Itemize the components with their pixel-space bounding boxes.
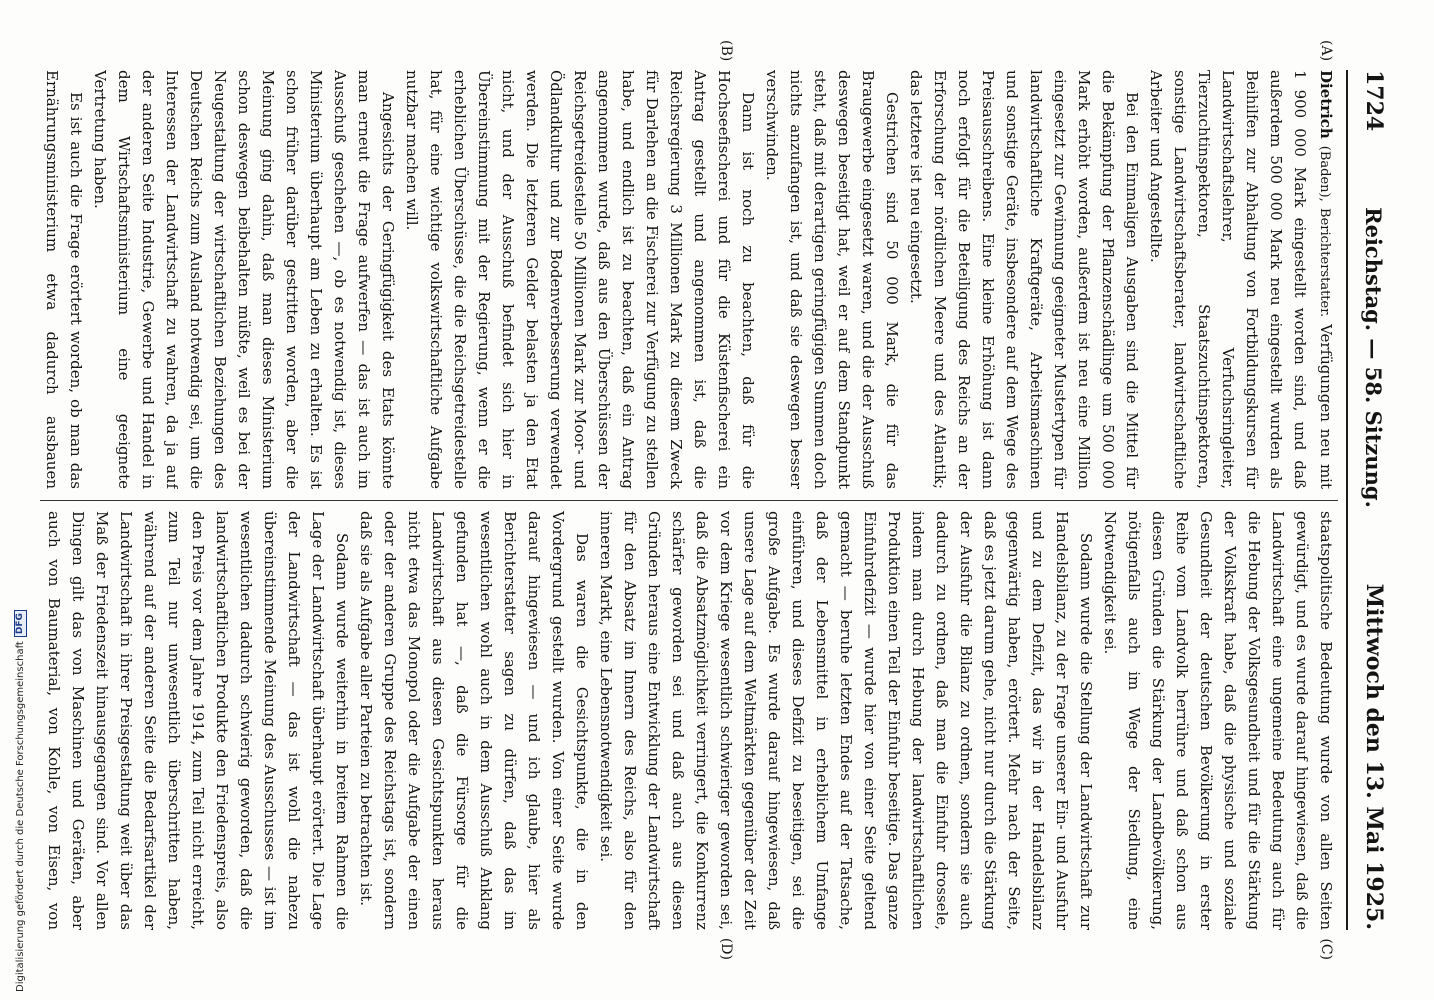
speaker-paragraph (1144, 70, 1338, 489)
margin-marker-a: (A) (1318, 40, 1334, 62)
right-column (40, 511, 1338, 930)
paragraph: Es ist auch die Frage erörtert worden, ob man das Ernährungsministerium etwa dadurch ausbauen (43, 70, 85, 489)
margin-marker-c: (C) (1318, 938, 1334, 960)
credit-text: Digitalisierung gefördert durch die Deutsche Forschungsgemeinschaft (15, 641, 26, 992)
paragraph-text: Verfügungen neu mit 1 900 000 Mark eingestellt worden sind, und daß außerdem 500 000 Mark neu eingestellt wurden als Beihilfen zur Abhaltung von Fortbildungskursen für Landwirtschaftslehrer, Verfuchsringleiter, Tierzuchtinspektoren, Staatszuchtinspektoren, sonstige Landwirtschaftsberater, landwirtschaftliche Arbeiter und Angestellte. (1147, 70, 1335, 489)
paragraph: Sodann wurde weiterhin in breitem Rahmen die Lage der Landwirtschaft überhaupt erörtert. Die Lage der Landwirtschaft — das ist wohl die nahezu übereinstimmende Meinung des Ausschusses — ist im wesentlichen dadurch schwierig geworden, daß die landwirtschaftlichen Produkte den Friedenspreis, also den Preis vor dem Jahre 1914, zum Teil nicht erreicht, zum Teil nur unwesentlich überschritten haben, während auf der anderen Seite die Bedarfsartikel der Landwirtschaft in ihrer Preisgestaltung weit über das Maß der Friedenszeit hinausgegangen sind. Vor allen Dingen gilt das von Maschinen und Geräten, aber auch von Baumaterial, von Kohle, von Eisen, von (45, 511, 351, 930)
paragraph: Sodann wurde die Stellung der Landwirtschaft zur Handelsbilanz, zu der Frage unserer Ein- und Ausfuhr und zu dem Defizit, das wir in der Handelsbilanz gegenwärtig haben, erörtert. Mehr nach der Seite, daß es jetzt darum gehe, nicht nur durch die Stärkung der Ausfuhr die Bilanz zu ordnen, sondern sie auch dadurch zu ordnen, daß man die Einfuhr drossele, indem man durch Hebung der landwirtschaftlichen Produktion einen Teil der Einfuhr beseitige. Das ganze Einfuhrdefizit — wurde hier von einer Seite geltend gemacht — beruhe letzten Endes auf der Tatsache, daß der Lebensmittel in erheblichem Umfange einführen, und dieses Defizit zu beseitigen, sei die große Aufgabe. Es wurde darauf hingewiesen, daß unsere Lage auf dem Weltmärkten gegenüber der Zeit vor dem Kriege wesentlich schwieriger geworden sei, daß die Absatzmöglichkeit verringert, die Konkurrenz schärfer geworden sei und daß auch aus diesen Gründen heraus eine Entwicklung der Landwirtschaft für den Absatz im Innern des Reichs, also für den inneren Markt, eine Lebensnotwendigkeit sei. (597, 511, 1095, 930)
margin-marker-d: (D) (718, 937, 734, 960)
paragraph: Bei den Einmaligen Ausgaben sind die Mittel für die Bekämpfung der Pflanzenschädlinge um 500 000 Mark erhöht worden, außerdem ist neu eine Million eingesetzt zur Gewinnung geeigneter Mustertypen für landwirtschaftliche Kraftgeräte, Arbeitsmaschinen und sonstige Geräte, insbesondere auf dem Wege des Preisausschreibens. Eine kleine Erhöhung ist dann noch erfolgt für die Beteiligung des Reichs an der Erforschung der nördlichen Meere und des Atlantik; das letztere ist neu eingesetzt. (907, 70, 1141, 489)
paragraph: Gestrichen sind 50 000 Mark, die für das Braugewerbe eingesetzt waren, und die der Ausschuß deswegen beseitigt hat, weil er auf dem Standpunkt steht, daß mit derartigen geringfügigen Summen doch nichts anzufangen ist, und daß sie deswegen besser verschwinden. (763, 70, 901, 489)
digitization-credit (14, 610, 27, 992)
dfg-logo-icon: DFG (14, 610, 27, 637)
header-rule (1346, 70, 1348, 930)
session-title: Reichstag. — 58. Sitzung. (1361, 207, 1387, 508)
paragraph: Angesichts der Geringfügigkeit des Etats könnte man erneut die Frage aufwerfen — das ist auch im Ausschuß geschehen —, ob es notwendig ist, dieses Ministerium überhaupt am Leben zu erhalten. Es ist schon früher darüber gestritten worden, aber die Meinung ging dahin, daß man dieses Ministerium schon deswegen beibehalten müßte, weil es bei der Neugestaltung der wirtschaftlichen Beziehungen des Deutschen Reichs zum Ausland notwendig sei, um die Interessen der Landwirtschaft zu wahren, da ja auf der anderen Seite Industrie, Gewerbe und Handel in dem Wirtschaftsministerium eine geeignete Vertretung haben. (91, 70, 397, 489)
page-header (1356, 70, 1392, 930)
paragraph: Das waren die Gesichtspunkte, die in den Vordergrund gestellt wurden. Von einer Seite wurde darauf hingewiesen — und ich glaube, hier als Berichterstatter sagen zu dürfen, daß das im wesentlichen wohl auch in dem Ausschuß Anklang gefunden hat —, daß die Fürsorge für die Landwirtschaft aus diesen Gesichtspunkten heraus nicht etwa das Monopol oder die Aufgabe der einen oder der anderen Gruppe des Reichstags ist, sondern daß sie als Aufgabe aller Parteien zu betrachten ist. (357, 511, 591, 930)
speaker-name: Dietrich (1317, 70, 1335, 139)
session-date: Mittwoch den 13. Mai 1925. (1361, 583, 1387, 930)
left-column (40, 70, 1338, 489)
paragraph: Dann ist noch zu beachten, daß für die Hochseefischerei und für die Küstenfischerei ein Antrag gestellt und angenommen ist, daß die Reichsregierung 3 Millionen Mark zu diesem Zweck für Darlehen an die Fischerei zur Verfügung zu stellen habe, und endlich ist zu beachten, daß ein Antrag angenommen wurde, daß aus den Überschüssen der Reichsgetreidestelle 50 Millionen Mark zur Moor- und Ödlandkultur und zur Bodenverbesserung verwendet werden. Die letzteren Gelder belasten ja den Etat nicht, und der Ausschuß befindet sich hier in Übereinstimmung mit der Regierung, wenn er die erheblichen Überschüsse, die die Reichsgetreidestelle hat, für eine wichtige volkswirtschaftliche Aufgabe nutzbar machen will. (403, 70, 757, 489)
speaker-note: (Baden), Berichterstatter. (1317, 145, 1332, 318)
paragraph: staatspolitische Bedeutung wurde von allen Seiten gewürdigt, und es wurde darauf hingewiesen, daß die Landwirtschaft eine ungemeine Bedeutung auch für die Hebung der Volksgesundheit und für die Stärkung der Volkskraft habe, daß die physische und soziale Gesundheit der deutschen Bevölkerung in erster Reihe vom Landvolk herrühre und daß schon aus diesen Gründen die Stärkung der Landbevölkerung, nötigenfalls auch im Wege der Siedlung, eine Notwendigkeit sei. (1101, 511, 1335, 930)
column-divider (40, 500, 1338, 501)
page-number: 1724 (1361, 70, 1387, 132)
margin-marker-b: (B) (718, 40, 734, 62)
